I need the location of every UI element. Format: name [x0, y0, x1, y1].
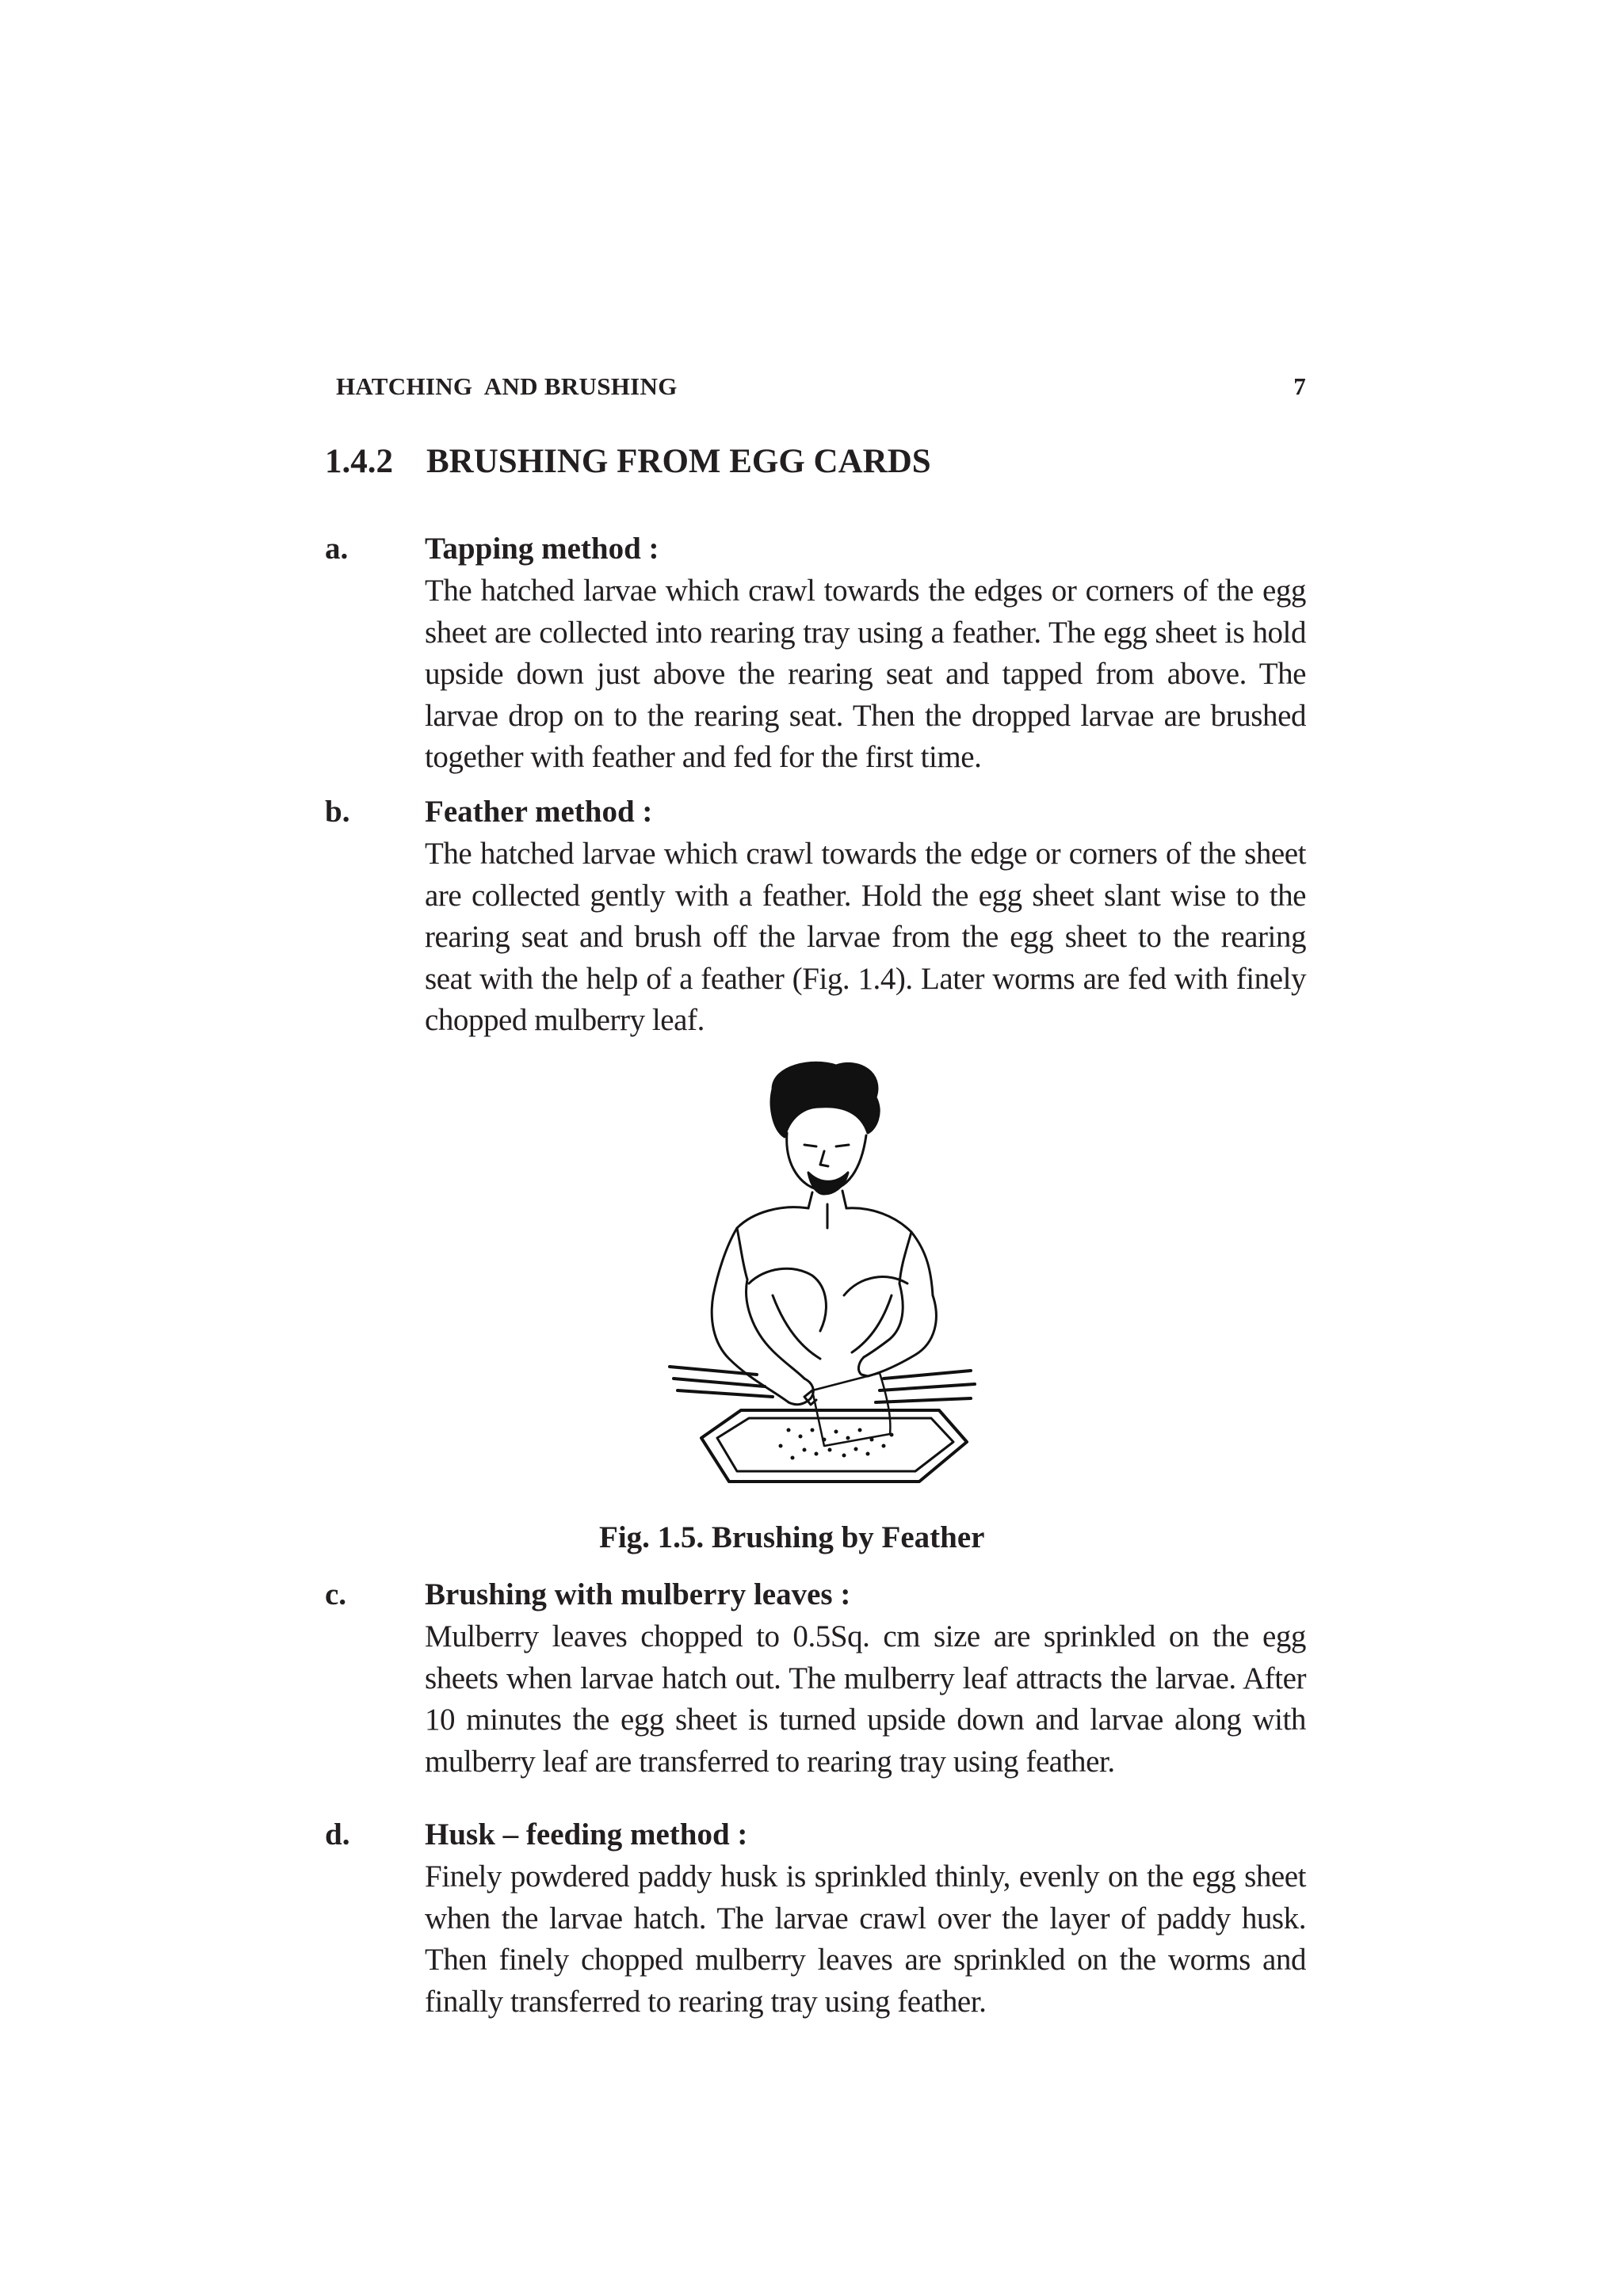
- item-marker: b.: [325, 795, 350, 829]
- item-paragraph: Mulberry leaves chopped to 0.5Sq. cm size are sprinkled on the egg sheets when larvae hatch out. The mulberry leaf attracts the larvae. After 10 minutes the egg sheet is turned upside down and larvae along with mulberry leaf are transferred to rearing tray using feather.: [425, 1619, 1306, 1779]
- running-header: [336, 372, 1306, 401]
- section-heading: [325, 442, 931, 481]
- method-item-mulberry-leaves: [325, 1573, 1306, 1783]
- method-item-tapping: [325, 527, 1306, 779]
- method-item-feather: [325, 790, 1306, 1042]
- item-heading: Tapping method :: [425, 532, 659, 566]
- item-marker: d.: [325, 1817, 350, 1852]
- page-number: 7: [1293, 372, 1306, 400]
- item-heading: Brushing with mulberry leaves :: [425, 1577, 851, 1611]
- section-title-text: BRUSHING FROM EGG CARDS: [426, 443, 931, 480]
- item-paragraph: The hatched larvae which crawl towards the edges or corners of the egg sheet are collected into rearing tray using a feather. The egg sheet is hold upside down just above the rearing seat and tapped from above. The larvae drop on to the rearing seat. Then the dropped larvae are brushed together with feather and fed for the first time.: [425, 574, 1306, 774]
- item-heading: Husk – feeding method :: [425, 1817, 748, 1852]
- item-paragraph: Finely powdered paddy husk is sprinkled thinly, evenly on the egg sheet when the larvae hatch. The larvae crawl over the layer of paddy husk. Then finely chopped mulberry leaves are sprinkled on the worms and finally transferred to rearing tray using feather.: [425, 1859, 1306, 2019]
- method-item-husk-feeding: [325, 1813, 1306, 2023]
- figure-caption: Fig. 1.5. Brushing by Feather: [599, 1520, 985, 1554]
- running-title: HATCHING AND BRUSHING: [336, 372, 678, 400]
- item-marker: a.: [325, 532, 349, 566]
- brushing-illustration: [654, 1058, 987, 1497]
- section-number: 1.4.2: [325, 443, 393, 480]
- item-marker: c.: [325, 1577, 347, 1611]
- item-paragraph: The hatched larvae which crawl towards the edge or corners of the sheet are collected gently with a feather. Hold the egg sheet slant wise to the rearing seat and brush off the larvae from the egg sheet to the rearing seat with the help of a feather (Fig. 1.4). Later worms are fed with finely chopped mulberry leaf.: [425, 837, 1306, 1037]
- item-heading: Feather method :: [425, 795, 653, 829]
